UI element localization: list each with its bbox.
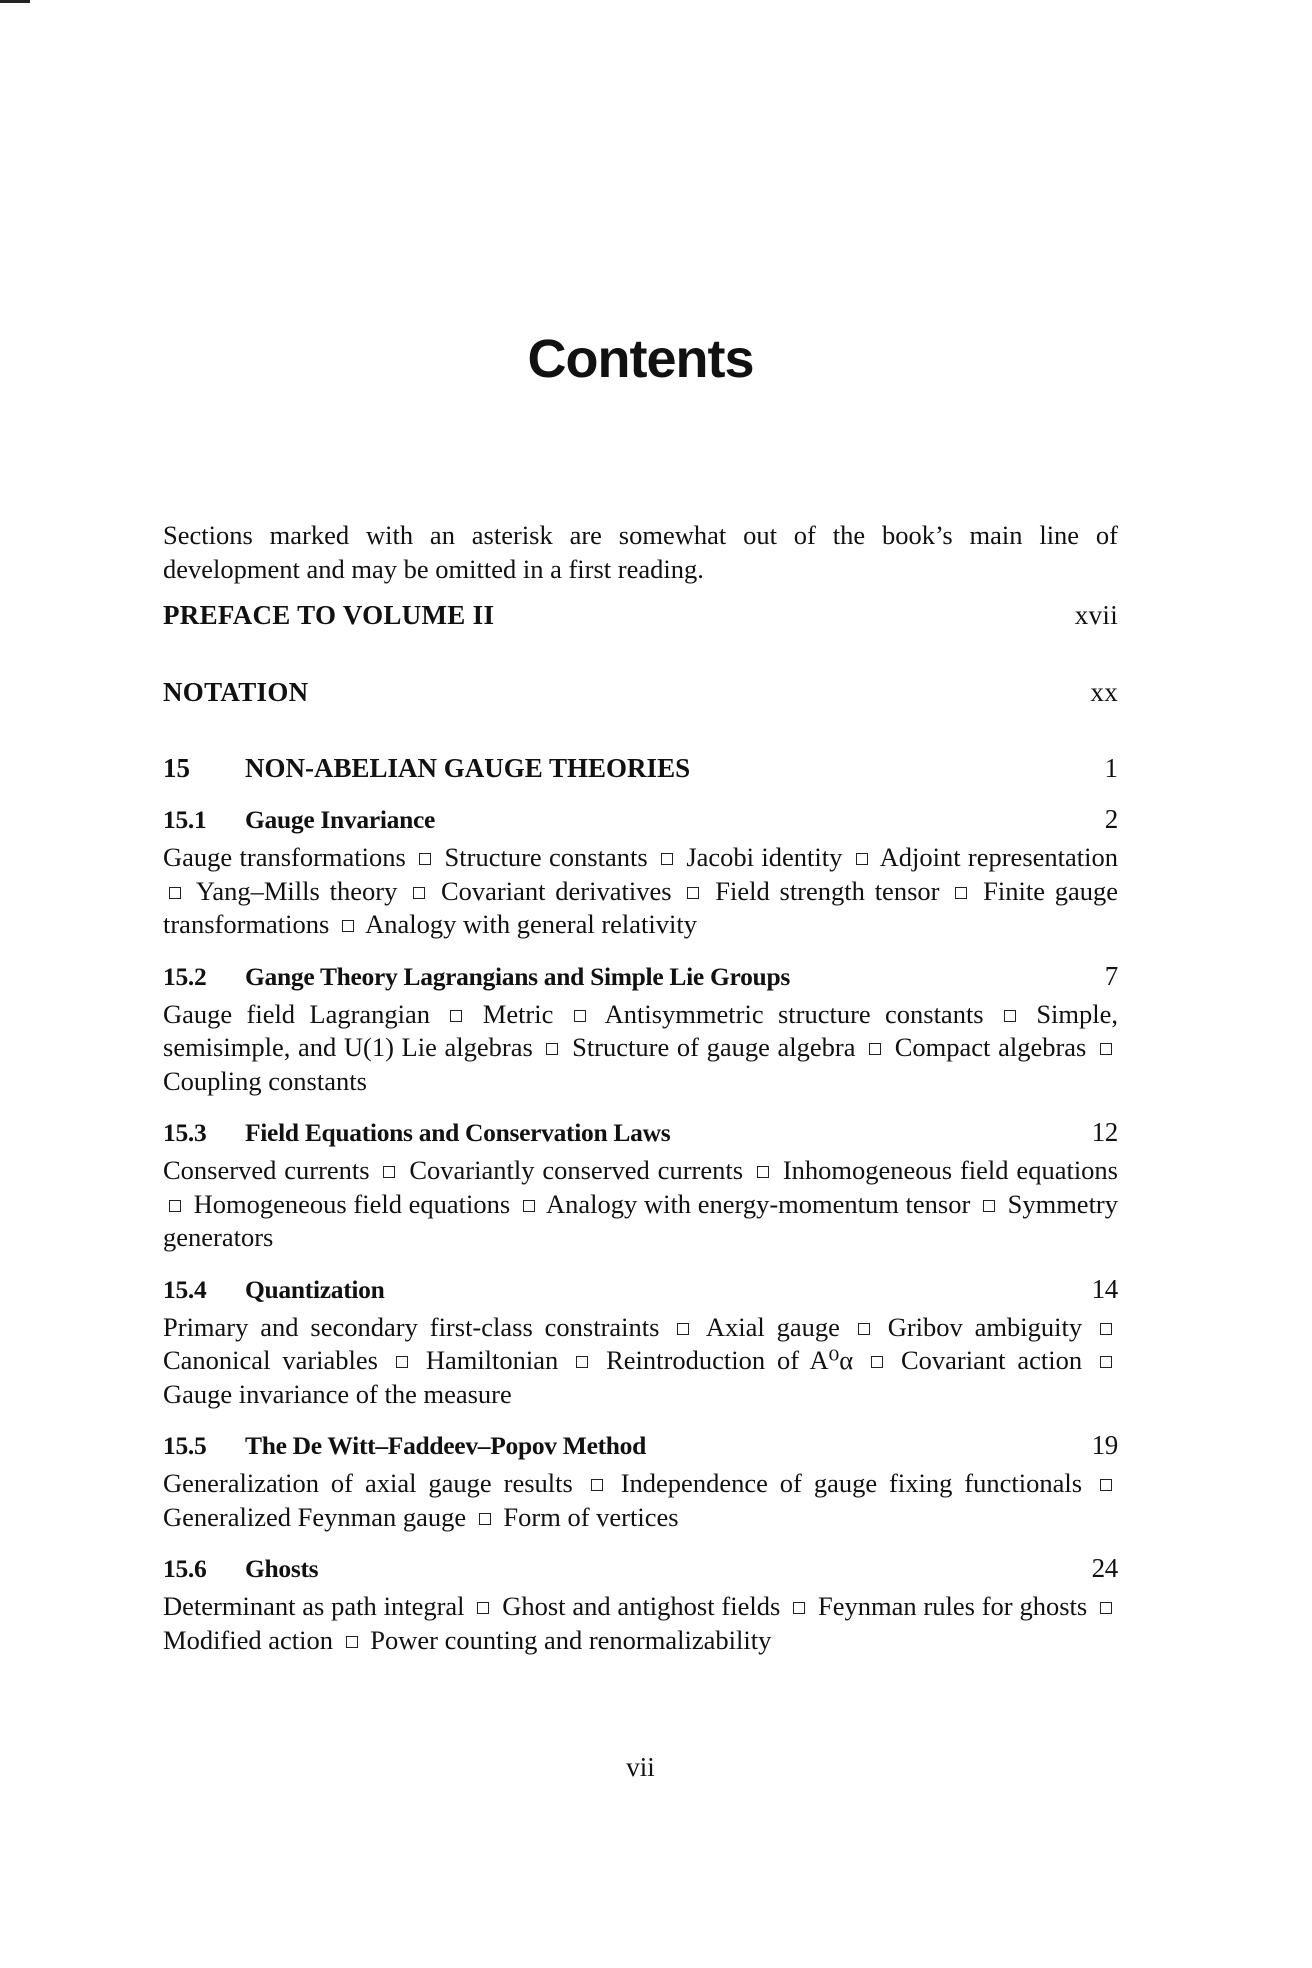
chapter-page: 1 [1104, 753, 1118, 783]
topic-separator-square-icon [479, 1513, 491, 1525]
toc-section-heading[interactable] [163, 1553, 1118, 1584]
section-number: 15.6 [163, 1554, 207, 1583]
topic: Jacobi identity [686, 842, 843, 872]
topic-separator-square-icon [383, 1166, 395, 1178]
topic-separator-square-icon [546, 1043, 558, 1055]
toc-section [163, 961, 1118, 1099]
topic-separator-square-icon [661, 853, 673, 865]
topic-separator-square-icon [477, 1602, 489, 1614]
topic: Primary and secondary first-class constraints [163, 1311, 660, 1342]
toc-entries [163, 600, 1118, 1676]
topic: Yang–Mills theory [195, 875, 398, 906]
topic: Metric [482, 998, 554, 1029]
topic: Reintroduction of A⁰α [606, 1345, 854, 1375]
topic-separator-square-icon [871, 1356, 883, 1368]
section-page: 2 [1104, 804, 1118, 834]
chapter-title: NON-ABELIAN GAUGE THEORIES [245, 753, 691, 783]
topic: Conserved currents [163, 1155, 370, 1185]
toc-chapter-15[interactable] [163, 753, 1118, 784]
toc-section-heading[interactable] [163, 961, 1118, 992]
toc-section-heading[interactable] [163, 1430, 1118, 1461]
topic-separator-square-icon [983, 1200, 995, 1212]
topic-separator-square-icon [169, 1200, 181, 1212]
topic: Canonical variables [163, 1345, 378, 1375]
chapter-number: 15 [163, 753, 190, 783]
topic: Analogy with energy-momentum tensor [546, 1188, 971, 1219]
toc-section [163, 1274, 1118, 1412]
topic: Determinant as path integral [163, 1591, 465, 1621]
toc-section [163, 1553, 1118, 1657]
topic-separator-square-icon [869, 1043, 881, 1055]
page-folio: vii [626, 1752, 655, 1782]
section-page: 19 [1091, 1430, 1118, 1460]
topic-separator-square-icon [450, 1010, 462, 1022]
topic: Gauge invariance of the measure [163, 1378, 512, 1409]
toc-section-heading[interactable] [163, 1274, 1118, 1305]
section-number: 15.2 [163, 961, 207, 991]
topic: Field strength tensor [715, 875, 940, 906]
topic: Hamiltonian [425, 1345, 559, 1375]
topic: Finite gauge transformations [163, 875, 1119, 939]
section-title: Gauge Invariance [245, 805, 435, 834]
topic-separator-square-icon [757, 1166, 769, 1178]
topic-separator-square-icon [413, 887, 425, 899]
topic-separator-square-icon [523, 1200, 535, 1212]
topic-separator-square-icon [1100, 1602, 1112, 1614]
topic: Ghost and antighost fields [502, 1591, 781, 1621]
section-topics [163, 1154, 1118, 1255]
topic: Analogy with general relativity [365, 909, 698, 939]
topic-separator-square-icon [793, 1602, 805, 1614]
topic-separator-square-icon [591, 1479, 603, 1491]
topic-separator-square-icon [1100, 1323, 1112, 1335]
topic: Independence of gauge fixing functionals [620, 1468, 1083, 1498]
section-topics [163, 1590, 1118, 1657]
topic: Generalized Feynman gauge [163, 1501, 467, 1532]
topic-separator-square-icon [396, 1356, 408, 1368]
section-title: The De Witt–Faddeev–Popov Method [245, 1431, 646, 1460]
section-page: 12 [1091, 1117, 1118, 1147]
topic-separator-square-icon [858, 1323, 870, 1335]
topic: Gribov ambiguity [887, 1311, 1083, 1342]
topic-separator-square-icon [1100, 1479, 1112, 1491]
section-topics [163, 1311, 1118, 1412]
topic-separator-square-icon [1004, 1010, 1016, 1022]
topic: Symmetry generators [163, 1188, 1119, 1252]
section-topics [163, 998, 1118, 1099]
section-topics [163, 1467, 1118, 1534]
topic: Modified action [163, 1624, 333, 1655]
section-page: 24 [1091, 1553, 1118, 1583]
topic: Coupling constants [163, 1065, 367, 1096]
topic-separator-square-icon [1100, 1356, 1112, 1368]
toc-entry-label: PREFACE TO VOLUME II [163, 600, 495, 630]
toc-entry-notation[interactable] [163, 677, 1118, 708]
topic: Covariant derivatives [440, 875, 672, 906]
topic: Power counting and renormalizability [370, 1624, 772, 1655]
section-page: 7 [1104, 960, 1118, 991]
toc-entry-page: xx [1090, 677, 1118, 707]
topic-separator-square-icon [677, 1323, 689, 1335]
topic: Homogeneous field equations [193, 1188, 511, 1219]
section-topics [163, 841, 1118, 942]
section-number: 15.1 [163, 805, 207, 834]
topic: Generalization of axial gauge results [163, 1468, 573, 1498]
topic-separator-square-icon [342, 920, 354, 932]
topic: Antisymmetric structure constants [604, 998, 984, 1029]
section-page: 14 [1091, 1273, 1118, 1304]
toc-section [163, 1430, 1118, 1534]
section-title: Gange Theory Lagrangians and Simple Lie Groups [245, 961, 790, 991]
topic-separator-square-icon [687, 887, 699, 899]
section-number: 15.4 [163, 1274, 207, 1304]
topic: Structure constants [444, 842, 648, 872]
toc-section [163, 1117, 1118, 1255]
topic-separator-square-icon [576, 1356, 588, 1368]
toc-section-heading[interactable] [163, 804, 1118, 835]
topic: Feynman rules for ghosts [817, 1591, 1088, 1621]
topic-separator-square-icon [419, 853, 431, 865]
topic: Compact algebras [894, 1032, 1087, 1062]
topic: Axial gauge [705, 1311, 840, 1342]
topic-separator-square-icon [574, 1010, 586, 1022]
topic-separator-square-icon [856, 853, 868, 865]
section-title: Field Equations and Conservation Laws [245, 1118, 671, 1147]
topic: Form of vertices [503, 1501, 679, 1532]
section-number: 15.3 [163, 1118, 207, 1147]
topic-separator-square-icon [1100, 1043, 1112, 1055]
topic: Simple, semisimple, and U(1) Lie algebras [163, 998, 1119, 1062]
toc-section-heading[interactable] [163, 1117, 1118, 1148]
section-number: 15.5 [163, 1431, 207, 1460]
topic: Gauge transformations [163, 842, 406, 872]
toc-entry-label: NOTATION [163, 677, 309, 707]
topic: Structure of gauge algebra [572, 1032, 856, 1062]
intro-note: Sections marked with an asterisk are somewhat out of the book’s main line of development and may be omitted in a first reading. [163, 519, 1118, 584]
topic-separator-square-icon [346, 1636, 358, 1648]
page-title: Contents [527, 329, 754, 390]
topic: Inhomogeneous field equations [782, 1155, 1118, 1185]
topic: Covariantly conserved currents [409, 1155, 744, 1185]
topic: Adjoint representation [879, 842, 1118, 872]
topic: Gauge field Lagrangian [163, 998, 431, 1029]
section-list [163, 804, 1118, 1657]
toc-entry-page: xvii [1074, 600, 1118, 630]
section-title: Quantization [245, 1274, 385, 1304]
topic: Covariant action [900, 1345, 1083, 1375]
topic-separator-square-icon [955, 887, 967, 899]
topic-separator-square-icon [169, 887, 181, 899]
section-title: Ghosts [245, 1554, 319, 1583]
toc-entry-preface[interactable] [163, 600, 1118, 631]
toc-section [163, 804, 1118, 942]
scan-corner-mark [0, 0, 30, 3]
